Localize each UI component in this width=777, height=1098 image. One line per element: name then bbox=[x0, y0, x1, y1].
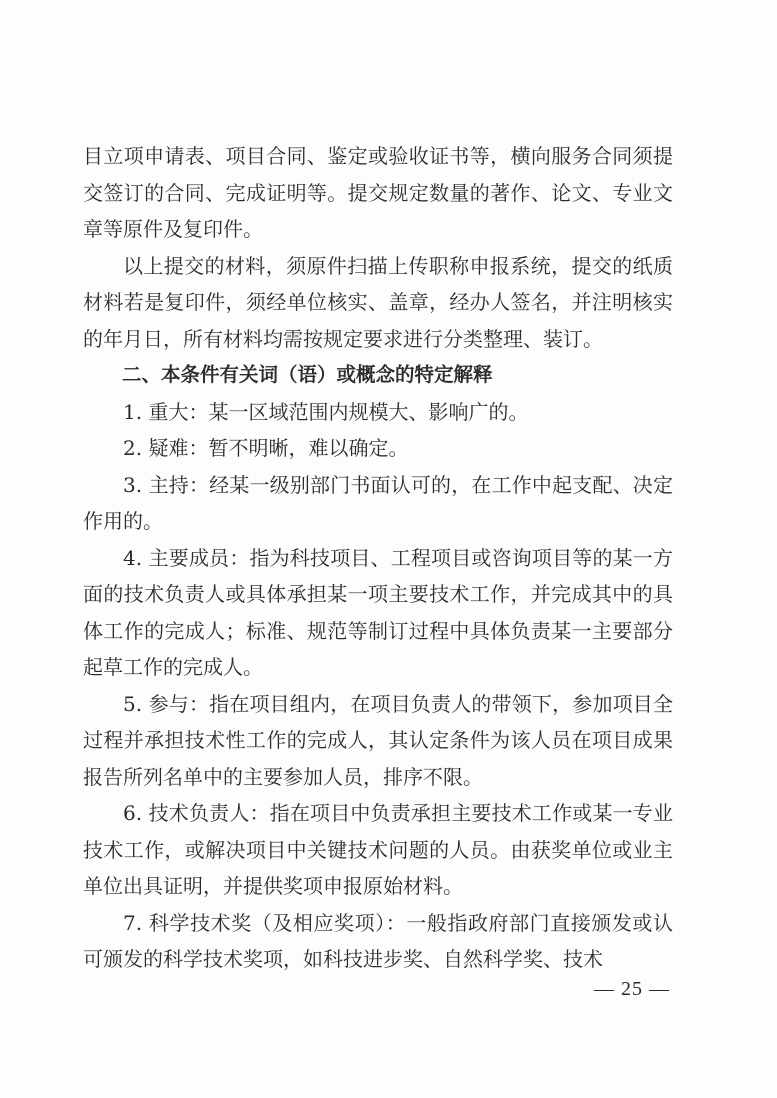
page-number: — 25 — bbox=[594, 978, 670, 1000]
continued-paragraph: 目立项申请表、项目合同、鉴定或验收证书等，横向服务合同须提交签订的合同、完成证明等。提交规定数量的著作、论文、专业文章等原件及复印件。 bbox=[83, 144, 673, 241]
materials-paragraph: 以上提交的材料，须原件扫描上传职称申报系统，提交的纸质材料若是复印件，须经单位核实、盖章，经办人签名，并注明核实的年月日，所有材料均需按规定要求进行分类整理、装订。 bbox=[83, 253, 673, 351]
definition-item: 7. 科学技术奖（及相应奖项）：一般指政府部门直接颁发或认可颁发的科学技术奖项，如科技进步奖、自然科学奖、技术 bbox=[83, 910, 673, 971]
definition-item: 2. 疑难：暂不明晰，难以确定。 bbox=[123, 436, 409, 460]
definition-item: 4. 主要成员：指为科技项目、工程项目或咨询项目等的某一方面的技术负责人或具体承担某一项主要技术工作，并完成其中的具体工作的完成人；标准、规范等制订过程中具体负责某一主要部分起草工作的完成人。 bbox=[83, 545, 673, 679]
definition-item: 1. 重大：某一区域范围内规模大、影响广的。 bbox=[123, 399, 529, 424]
definition-item: 3. 主持：经某一级别部门书面认可的，在工作中起支配、决定作用的。 bbox=[83, 472, 673, 533]
section-heading: 二、本条件有关词（语）或概念的特定解释 bbox=[122, 363, 493, 386]
definition-item: 6. 技术负责人：指在项目中负责承担主要技术工作或某一专业技术工作，或解决项目中关键技术问题的人员。由获奖单位或业主单位出具证明，并提供奖项申报原始材料。 bbox=[83, 801, 673, 898]
definition-item: 5. 参与：指在项目组内，在项目负责人的带领下，参加项目全过程并承担技术性工作的完成人，其认定条件为该人员在项目成果报告所列名单中的主要参加人员，排序不限。 bbox=[83, 691, 673, 789]
document-body bbox=[83, 138, 673, 978]
